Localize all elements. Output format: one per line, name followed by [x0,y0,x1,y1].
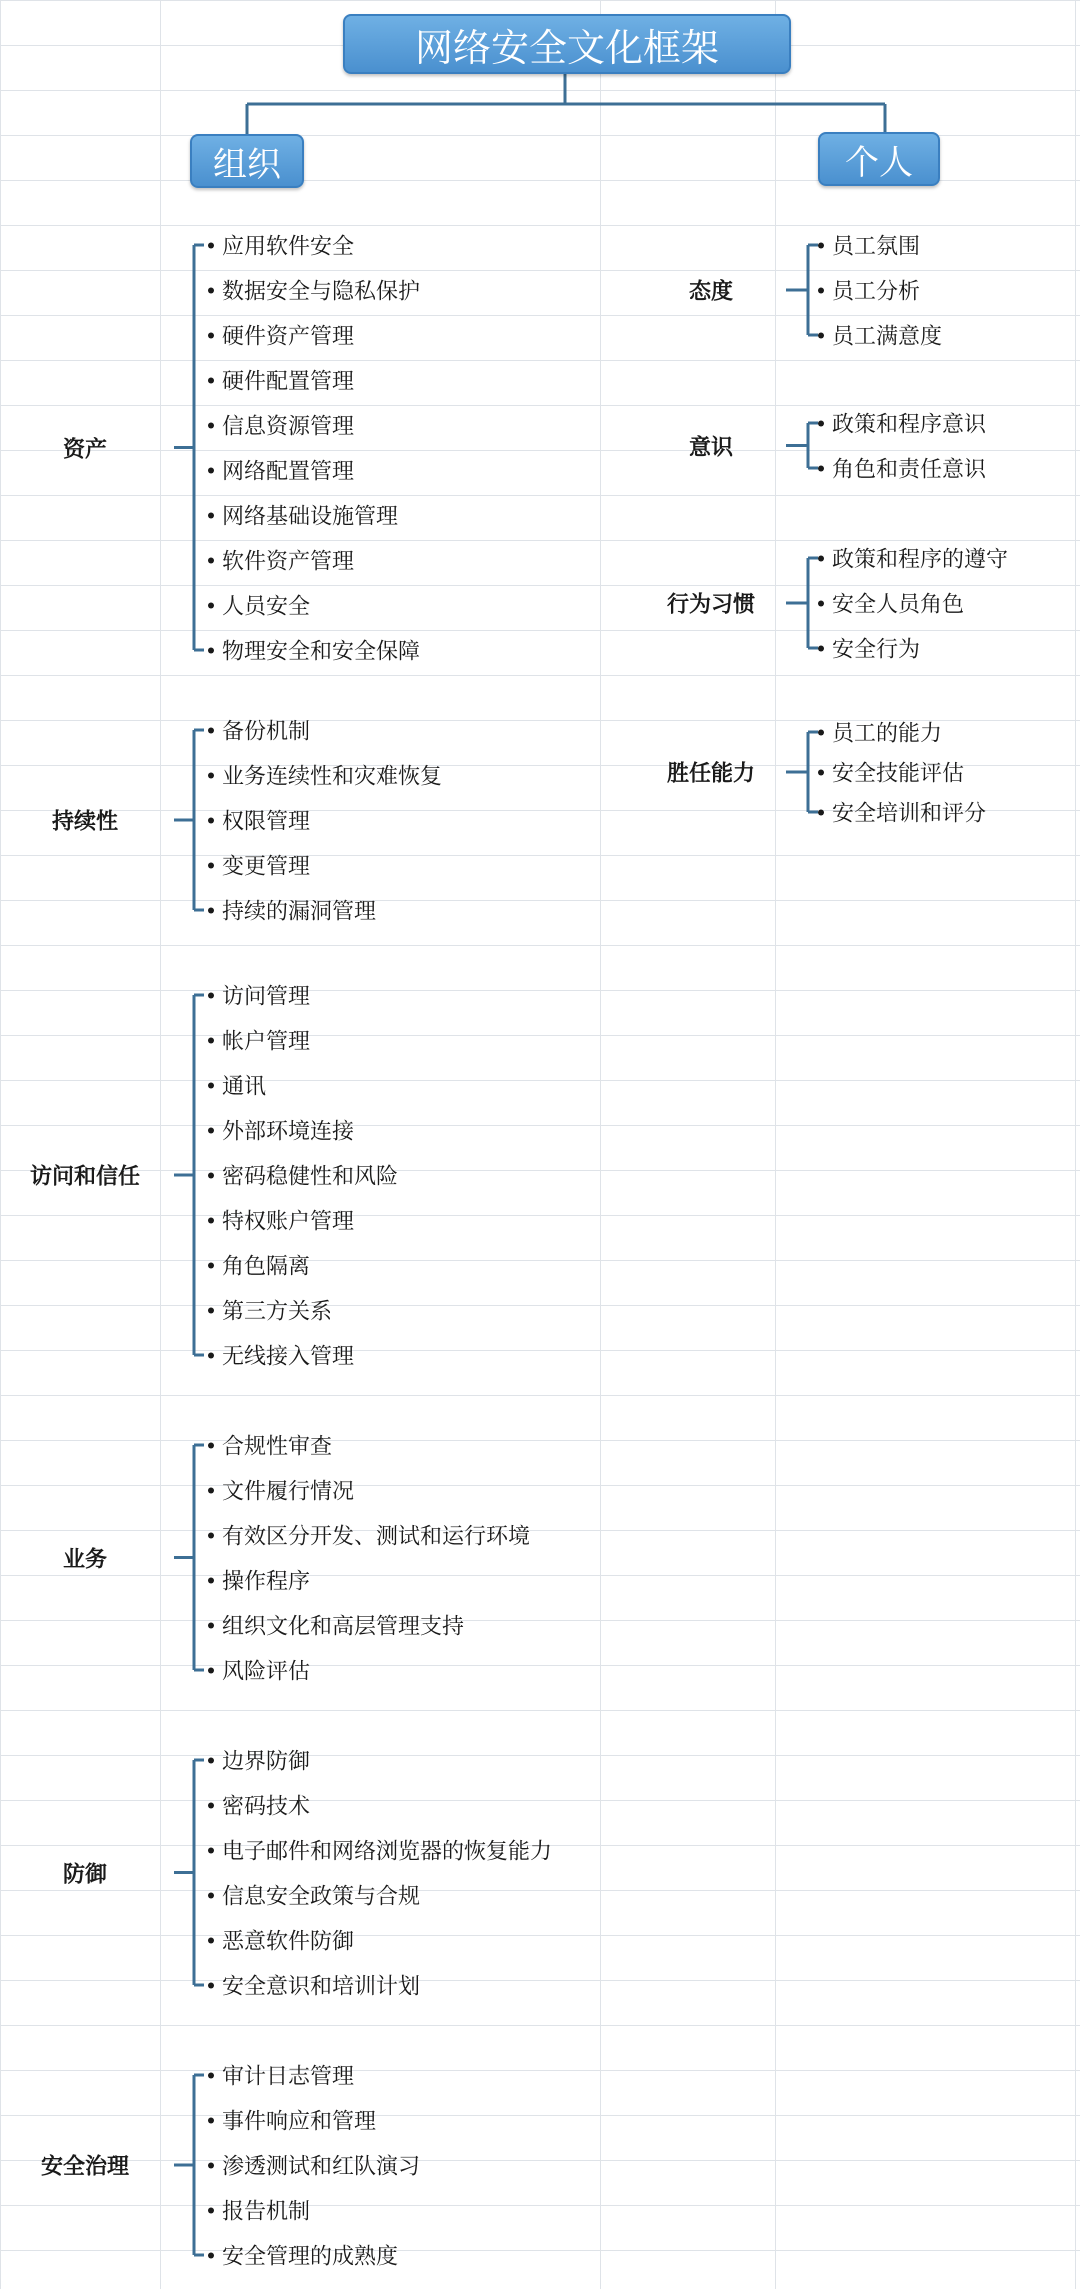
bullet-icon [208,648,214,654]
org-item [208,1430,332,1461]
bullet-icon [208,1533,214,1539]
item-text: 恶意软件防御 [222,1929,355,1955]
item-text: 员工满意度 [832,324,943,350]
org-item [208,1295,332,1326]
item-text: 帐户管理 [222,1029,311,1055]
item-text: 权限管理 [222,809,311,835]
bullet-icon [208,1758,214,1764]
bullet-icon [818,466,824,472]
bullet-icon [208,1218,214,1224]
bullet-icon [208,863,214,869]
bullet-icon [208,423,214,429]
org-category-label: 防御 [62,1862,107,1887]
item-text: 变更管理 [222,854,311,880]
bullet-icon [818,243,824,249]
org-category-label: 安全治理 [40,2154,129,2180]
org-item [208,1925,354,1956]
item-text: 风险评估 [222,1659,311,1685]
item-text: 信息资源管理 [222,414,355,440]
item-text: 应用软件安全 [222,234,355,260]
item-text: 密码技术 [222,1794,311,1820]
org-item [208,1475,354,1506]
item-text: 数据安全与隐私保护 [222,279,421,305]
item-text: 无线接入管理 [222,1344,355,1370]
ind-item [818,757,964,788]
bullet-icon [208,288,214,294]
bullet-icon [208,1938,214,1944]
bullet-icon [208,1038,214,1044]
item-text: 审计日志管理 [222,2064,355,2090]
ind-item [818,275,920,306]
bullet-icon [208,1263,214,1269]
bullet-icon [208,1173,214,1179]
org-item [208,2240,398,2271]
org-item [208,1520,530,1551]
bullet-icon [208,2163,214,2169]
item-text: 事件响应和管理 [222,2109,377,2135]
org-item [208,500,398,531]
bullet-icon [818,646,824,652]
item-text: 安全人员角色 [832,592,965,618]
item-text: 特权账户管理 [222,1209,355,1235]
ind-category-label: 意识 [688,435,733,460]
item-text: 员工分析 [832,279,921,305]
org-item [208,760,442,791]
bullet-icon [208,558,214,564]
ind-item [818,717,942,748]
org-category-label: 持续性 [51,809,118,835]
org-item [208,2105,376,2136]
bullet-icon [818,810,824,816]
bullet-icon [208,378,214,384]
item-text: 网络基础设施管理 [222,504,399,530]
org-item [208,1205,354,1236]
org-item [208,1340,354,1371]
bullet-icon [208,993,214,999]
org-item [208,980,310,1011]
org-item [208,275,420,306]
org-item [208,635,420,666]
ind-item [818,453,986,484]
org-item [208,1655,310,1686]
org-item [208,805,310,836]
org-category-label: 资产 [62,437,107,462]
item-text: 持续的漏洞管理 [222,899,377,925]
bullet-icon [208,2253,214,2259]
org-item [208,410,354,441]
item-text: 安全管理的成熟度 [222,2244,399,2270]
org-item [208,1250,310,1281]
framework-title: 网络安全文化框架 [343,14,791,74]
org-item [208,1835,552,1866]
ind-item [818,408,986,439]
org-item [208,1790,310,1821]
ind-category-label: 行为习惯 [666,592,755,618]
bullet-icon [208,1128,214,1134]
bullet-icon [208,773,214,779]
org-item [208,1565,310,1596]
ind-item [818,588,964,619]
bullet-icon [208,1578,214,1584]
item-text: 角色隔离 [222,1254,311,1280]
bullet-icon [208,2208,214,2214]
bullet-icon [208,1443,214,1449]
bullet-icon [208,513,214,519]
item-text: 文件履行情况 [222,1479,355,1505]
bullet-icon [818,288,824,294]
org-item [208,590,310,621]
item-text: 安全行为 [832,637,921,663]
ind-category-label: 态度 [688,279,733,305]
item-text: 网络配置管理 [222,459,355,485]
bullet-icon [208,243,214,249]
item-text: 合规性审查 [222,1434,333,1460]
item-text: 员工的能力 [832,721,943,747]
item-text: 通讯 [222,1074,267,1100]
item-text: 渗透测试和红队演习 [222,2154,421,2180]
item-text: 物理安全和安全保障 [222,639,421,665]
bullet-icon [818,333,824,339]
bullet-icon [208,333,214,339]
bullet-icon [208,1308,214,1314]
item-text: 软件资产管理 [222,549,355,575]
item-text: 信息安全政策与合规 [222,1884,421,1910]
item-text: 硬件资产管理 [222,324,355,350]
ind-item [818,320,942,351]
item-text: 业务连续性和灾难恢复 [222,764,443,790]
organization-header: 组织 [190,134,304,188]
bullet-icon [818,421,824,427]
item-text: 员工氛围 [832,234,921,260]
bullet-icon [208,603,214,609]
item-text: 角色和责任意识 [832,457,987,483]
org-item [208,1880,420,1911]
org-item [208,230,354,261]
bullet-icon [208,1848,214,1854]
item-text: 电子邮件和网络浏览器的恢复能力 [222,1839,553,1865]
org-item [208,1610,464,1641]
org-item [208,715,310,746]
org-item [208,1160,398,1191]
bullet-icon [208,2118,214,2124]
bullet-icon [818,556,824,562]
item-text: 安全意识和培训计划 [222,1974,421,2000]
bullet-icon [208,2073,214,2079]
item-text: 密码稳健性和风险 [222,1164,399,1190]
item-text: 组织文化和高层管理支持 [222,1614,465,1640]
bullet-icon [208,1983,214,1989]
org-item [208,895,376,926]
individual-header: 个人 [818,132,940,186]
org-item [208,2060,354,2091]
item-text: 安全培训和评分 [832,801,987,827]
ind-category-label: 胜任能力 [666,761,755,787]
org-item [208,850,310,881]
item-text: 人员安全 [222,594,311,620]
org-item [208,455,354,486]
item-text: 政策和程序意识 [832,412,987,438]
item-text: 边界防御 [222,1749,311,1775]
ind-item [818,797,986,828]
org-item [208,1070,266,1101]
bullet-icon [818,730,824,736]
item-text: 政策和程序的遵守 [832,547,1009,573]
org-item [208,320,354,351]
bullet-icon [208,1353,214,1359]
item-text: 有效区分开发、测试和运行环境 [222,1524,531,1550]
bullet-icon [818,770,824,776]
ind-item [818,230,920,261]
org-item [208,1745,310,1776]
bullet-icon [208,468,214,474]
item-text: 备份机制 [222,719,311,745]
bullet-icon [208,818,214,824]
org-item [208,2195,310,2226]
item-text: 外部环境连接 [222,1119,355,1145]
item-text: 报告机制 [222,2199,311,2225]
bullet-icon [208,1668,214,1674]
bullet-icon [818,601,824,607]
bullet-icon [208,1083,214,1089]
bullet-icon [208,728,214,734]
org-category-label: 业务 [62,1547,107,1572]
item-text: 操作程序 [222,1569,311,1595]
org-item [208,1970,420,2001]
org-item [208,1025,310,1056]
bullet-icon [208,1488,214,1494]
bullet-icon [208,1803,214,1809]
org-item [208,2150,420,2181]
bullet-icon [208,1623,214,1629]
item-text: 第三方关系 [222,1299,333,1325]
org-category-label: 访问和信任 [29,1164,140,1190]
ind-item [818,633,920,664]
org-item [208,545,354,576]
item-text: 访问管理 [222,984,311,1010]
bullet-icon [208,908,214,914]
org-item [208,365,354,396]
bullet-icon [208,1893,214,1899]
ind-item [818,543,1008,574]
item-text: 硬件配置管理 [222,369,355,395]
org-item [208,1115,354,1146]
item-text: 安全技能评估 [832,761,965,787]
